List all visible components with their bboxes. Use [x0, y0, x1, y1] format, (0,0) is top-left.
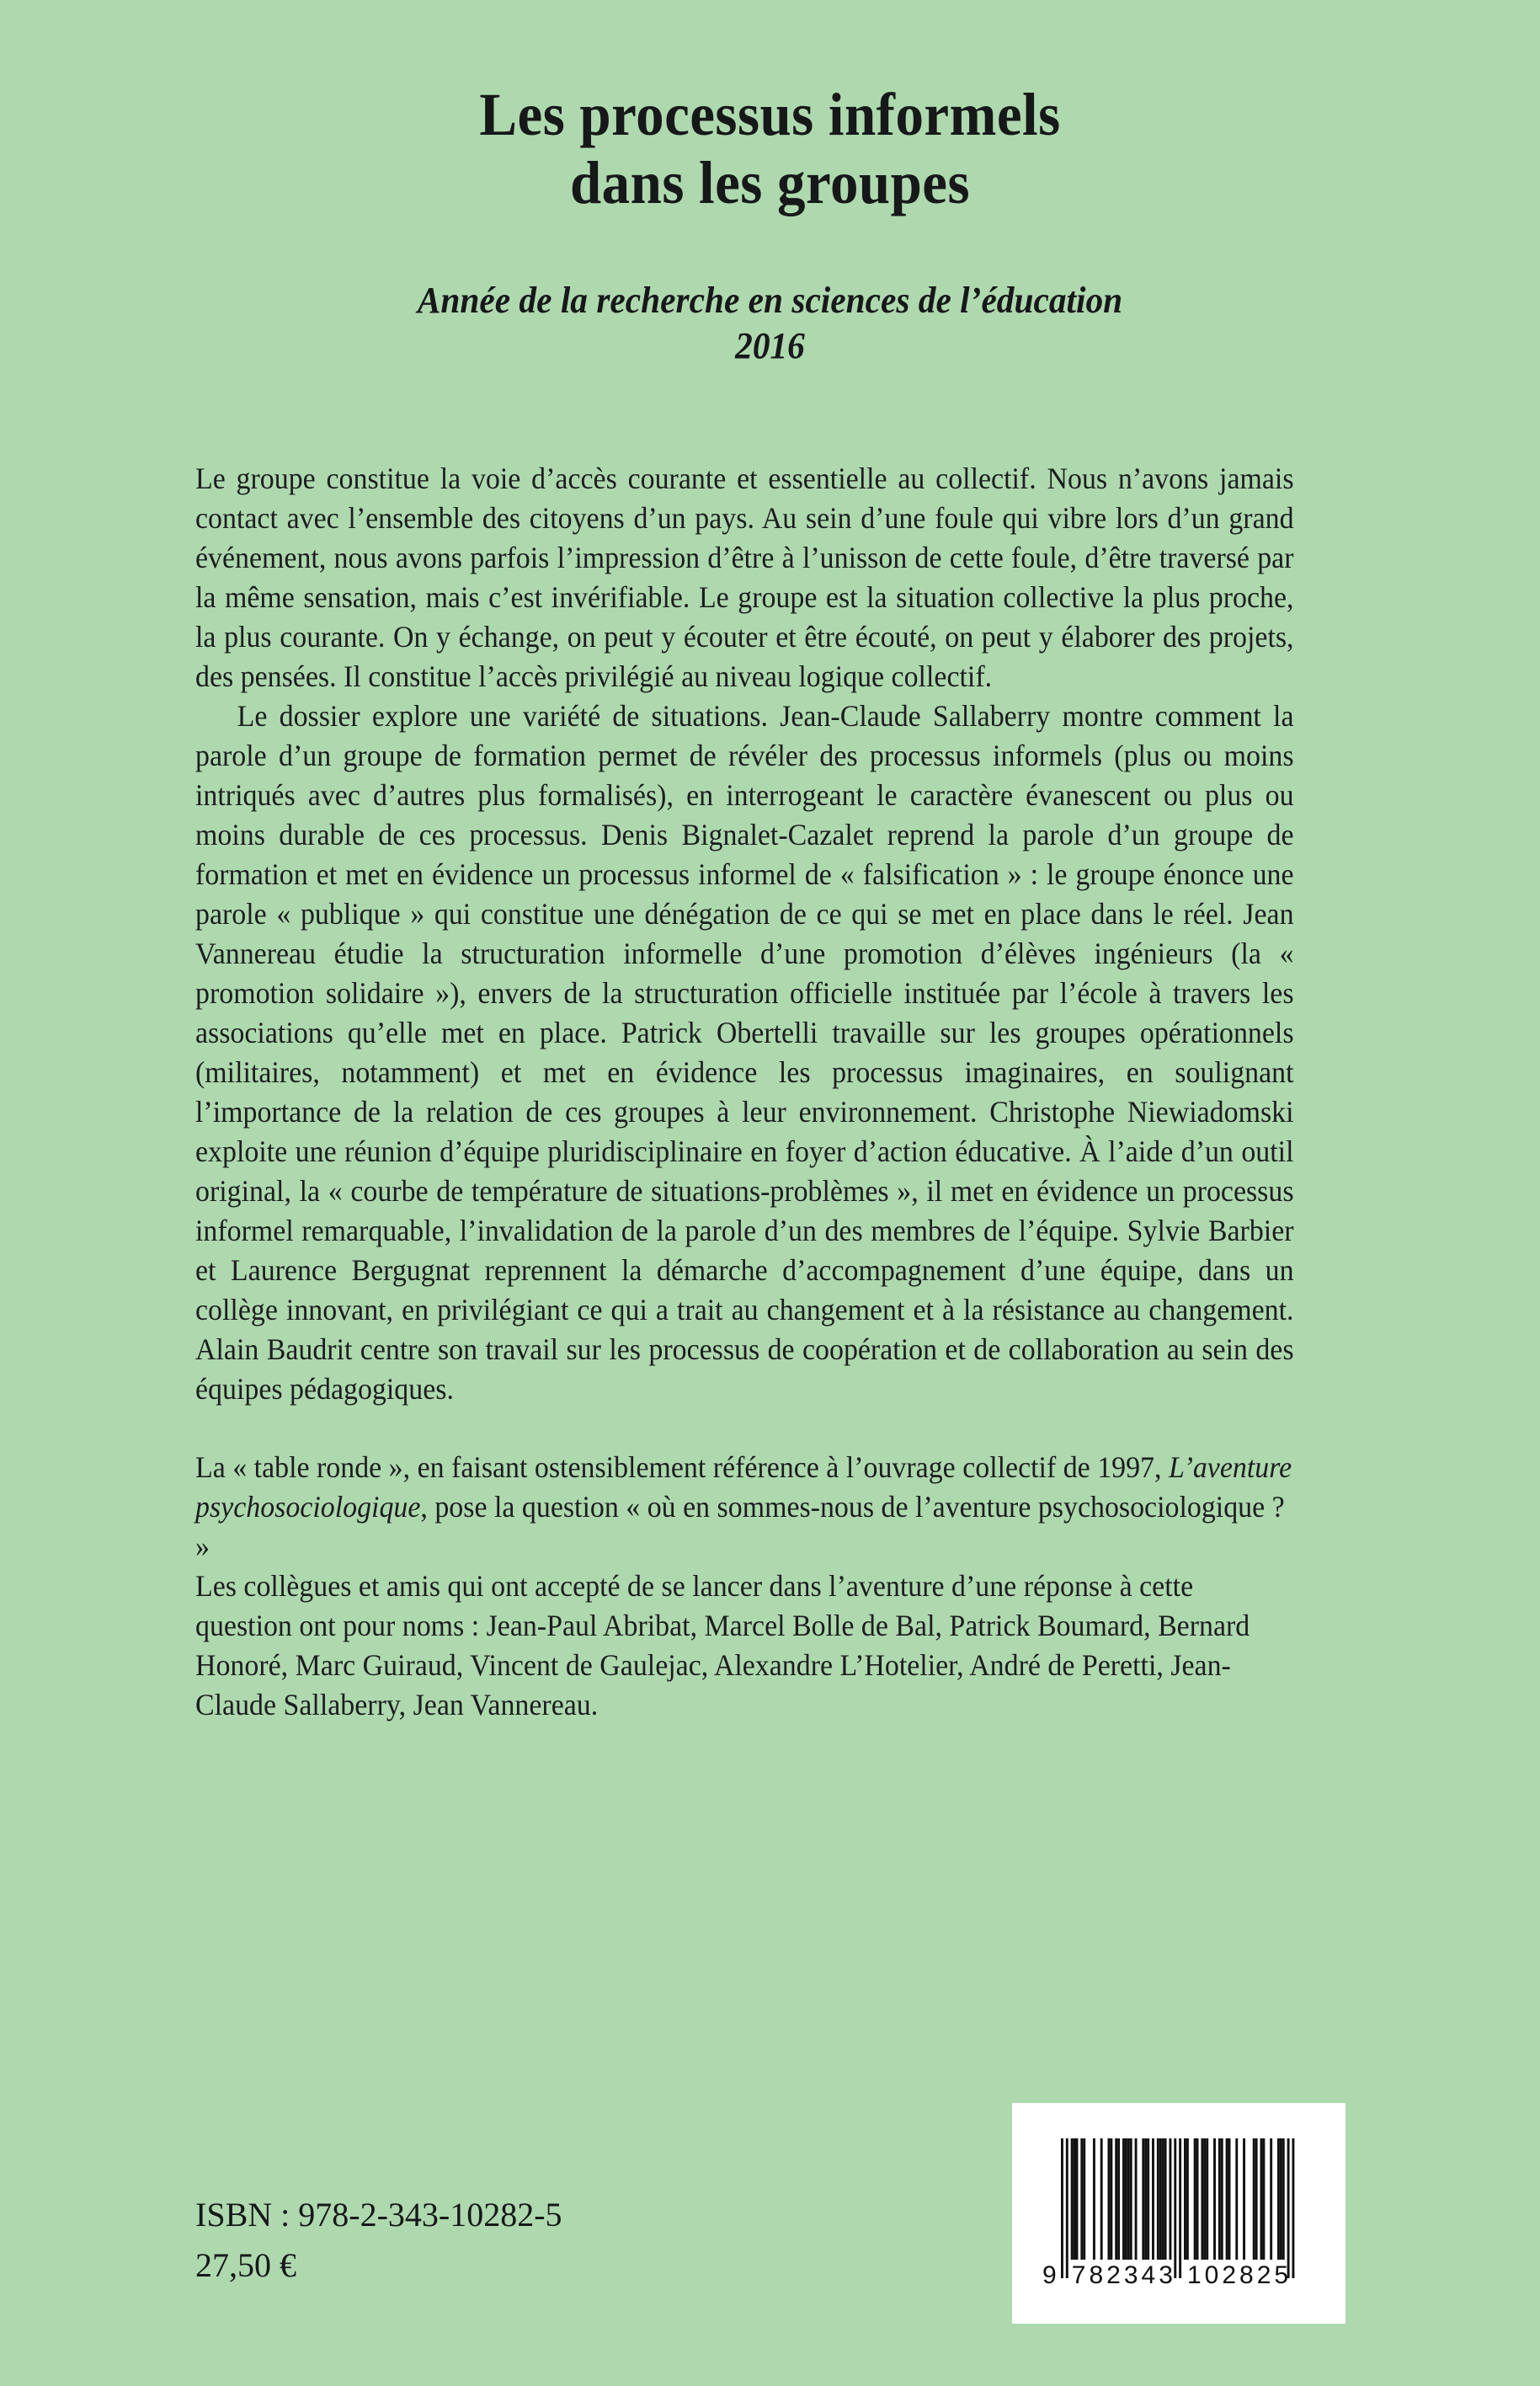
subtitle-block [0, 278, 1540, 368]
title-block [0, 81, 1540, 216]
page-title-line-2: dans les groupes [569, 148, 971, 216]
barcode-digit-left: 9 [1042, 2261, 1057, 2289]
blurb-paragraph-3-lead: La « table ronde », en faisant ostensiblement référence à l’ouvrage collectif de 1997, [195, 1450, 1169, 1484]
blurb-paragraph-1: Le groupe constitue la voie d’accès courante et essentielle au collectif. Nous n’avons jamais contact avec l’ensemble des citoyens d’un pays. Au sein d’une foule qui vibre lors d’un grand événement, nous avons parfois l’impression d’être à l’unisson de cette foule, d’être traversé par la même sensation, mais c’est invérifiable. Le groupe est la situation collective la plus proche, la plus courante. On y échange, on peut y écouter et être écouté, on peut y élaborer des projets, des pensées. Il constitue l’accès privilégié au niveau logique collectif. [195, 462, 1294, 693]
barcode-image [1012, 2103, 1346, 2324]
blurb-paragraph-3-tail: , pose la question « où en sommes-nous de l’aventure psychosociologique ? » [195, 1490, 1285, 1563]
paragraph-spacer [195, 1409, 1346, 1448]
page-title-line-1: Les processus informels [479, 81, 1061, 148]
barcode-digits-group-1: 782343 [1071, 2261, 1176, 2289]
blurb-paragraph-4: Les collègues et amis qui ont accepté de se lancer dans l’aventure d’une réponse à cette question ont pour noms : Jean-Paul Abribat, Marcel Bolle de Bal, Patrick Boumard, Bernard Honoré, Marc Guiraud, Vincent de Gaulejac, Alexandre L’Hotelier, André de Peretti, Jean-Claude Sallaberry, Jean Vannereau. [195, 1569, 1250, 1721]
footer-block [195, 2190, 953, 2291]
blurb-paragraph-3 [195, 1448, 1294, 1567]
ean13-barcode-svg [1012, 2103, 1346, 2324]
blurb-paragraph-2: Le dossier explore une variété de situations. Jean-Claude Sallaberry montre comment la parole d’un groupe de formation permet de révéler des processus informels (plus ou moins intriqués avec d’autres plus formalisés), en interrogeant le caractère évanescent ou plus ou moins durable de ces processus. Denis Bignalet-Cazalet reprend la parole d’un groupe de formation et met en évidence un processus informel de « falsification » : le groupe énonce une parole « publique » qui constitue une dénégation de ce qui se met en place dans le réel. Jean Vannereau étudie la structuration informelle d’une promotion d’élèves ingénieurs (la « promotion solidaire »), envers de la structuration officielle instituée par l’école à travers les associations qu’elle met en place. Patrick Obertelli travaille sur les groupes opérationnels (militaires, notamment) et met en évidence les processus imaginaires, en soulignant l’importance de la relation de ces groupes à leur environnement. Christophe Niewiadomski exploite une réunion d’équipe pluridisciplinaire en foyer d’action éducative. À l’aide d’un outil original, la « courbe de température de situations-problèmes », il met en évidence un processus informel remarquable, l’invalidation de la parole d’un des membres de l’équipe. Sylvie Barbier et Laurence Bergugnat reprennent la démarche d’accompagnement d’une équipe, dans un collège innovant, en privilégiant ce qui a trait au changement et à la résistance au changement. Alain Baudrit centre son travail sur les processus de coopération et de collaboration au sein des équipes pédagogiques. [195, 699, 1294, 1406]
series-subtitle: Année de la recherche en sciences de l’éducation [417, 280, 1123, 321]
referenced-work-title: L’aventure psychosociologique [195, 1450, 1292, 1524]
isbn-text: ISBN : 978-2-343-10282-5 [195, 2196, 562, 2234]
barcode-panel [1012, 2103, 1346, 2324]
series-year: 2016 [735, 324, 805, 366]
blurb-text [195, 459, 1346, 1725]
price-text: 27,50 € [195, 2246, 296, 2284]
barcode-digits-group-2: 102825 [1187, 2261, 1292, 2289]
